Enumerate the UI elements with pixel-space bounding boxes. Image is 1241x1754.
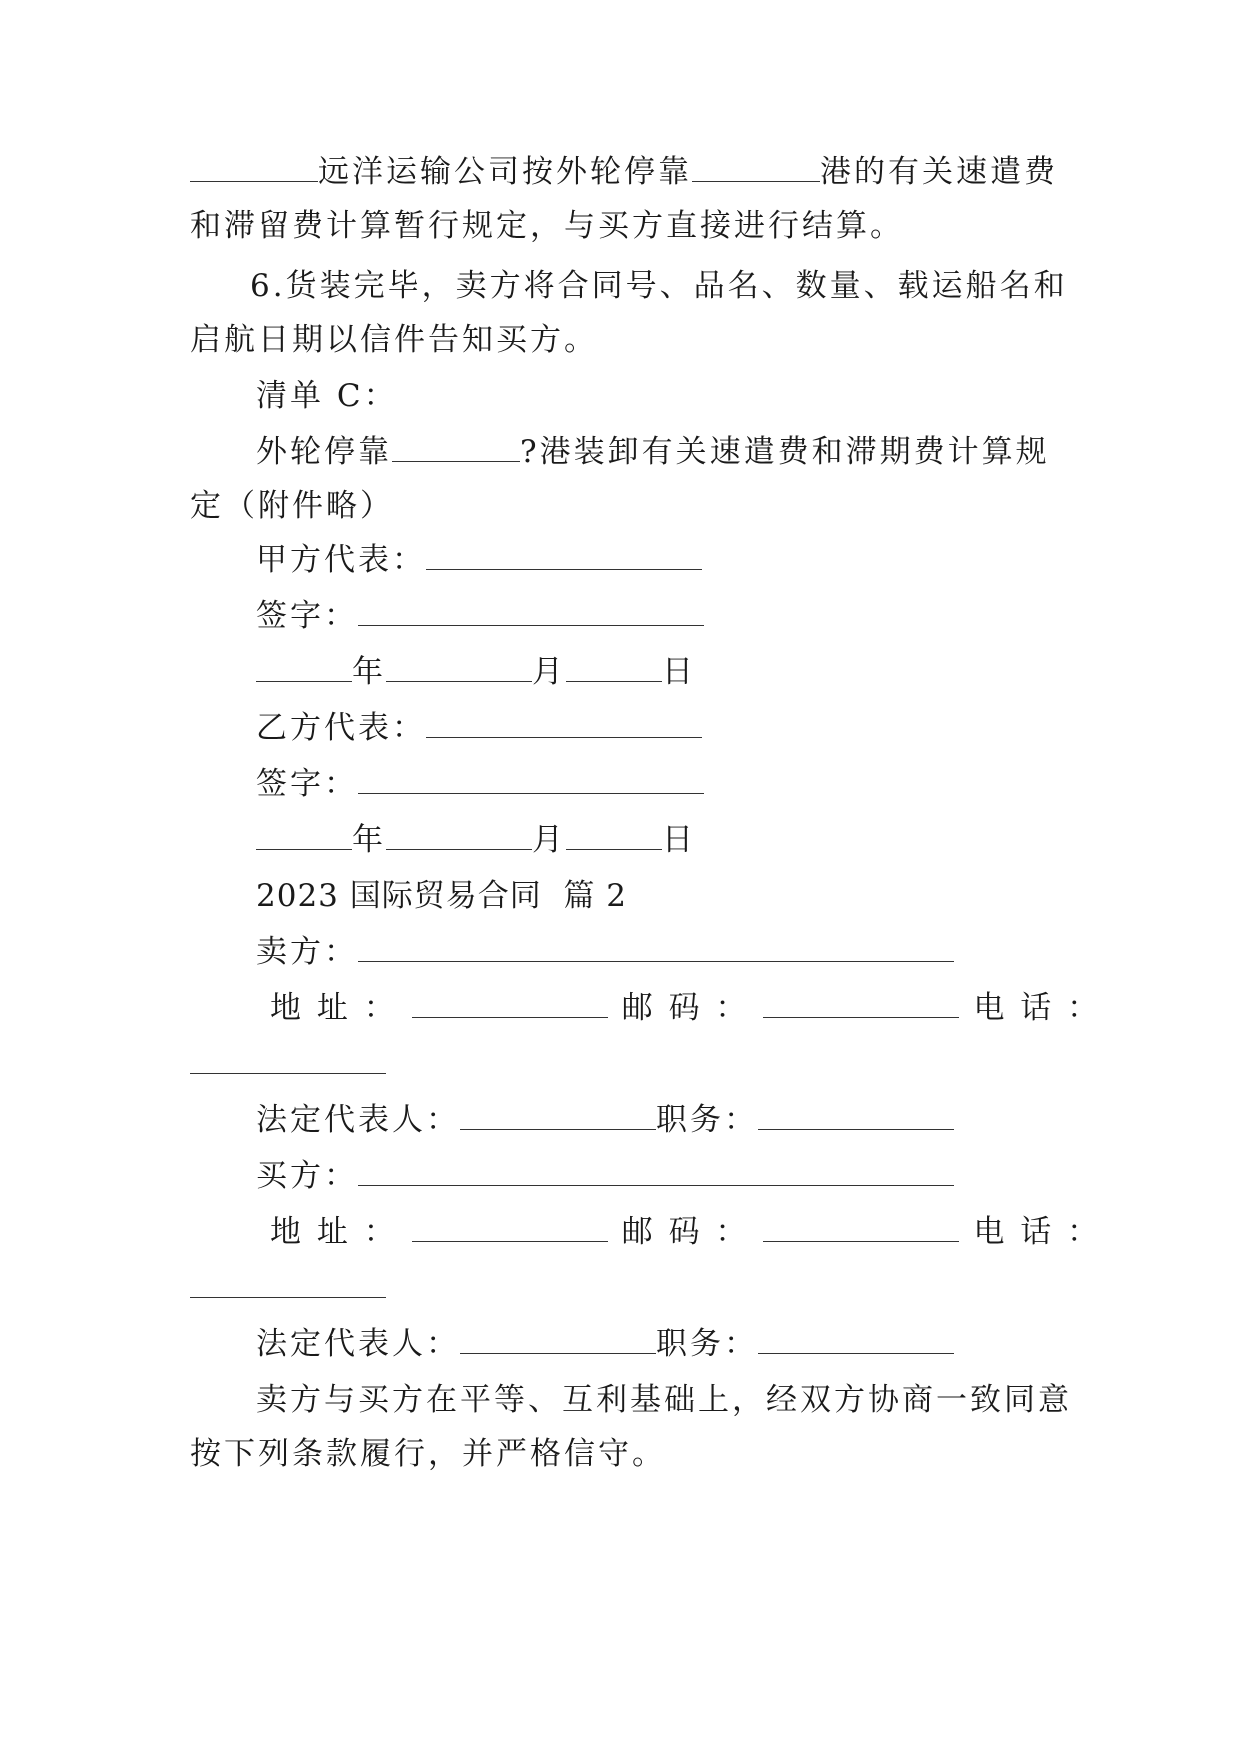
buyer-zip-blank xyxy=(763,1215,959,1242)
seller-phone-blank xyxy=(190,1047,386,1074)
party-b-rep-blank xyxy=(426,711,702,738)
buyer-position-blank xyxy=(758,1327,954,1354)
seller-phone-line xyxy=(190,1044,1050,1084)
port-company-blank xyxy=(190,155,318,182)
buyer-legal-rep-blank xyxy=(460,1327,656,1354)
list-c-line-1: 外轮停靠 ?港装卸有关速遣费和滞期费计算规 xyxy=(256,434,1050,470)
seller-line: 卖方： xyxy=(256,932,1116,972)
seller-position-blank xyxy=(758,1103,954,1130)
para-6-line-1: 6.货装完毕，卖方将合同号、品名、数量、载运船名和 xyxy=(250,268,1068,304)
buyer-phone-blank xyxy=(190,1271,386,1298)
party-b-rep-line: 乙方代表： xyxy=(256,708,1116,748)
seller-legal-rep-blank xyxy=(460,1103,656,1130)
buyer-name-blank xyxy=(358,1159,954,1186)
intro-line-2: 按下列条款履行，并严格信守。 xyxy=(190,1436,666,1472)
list-c-title: 清单 C： xyxy=(256,378,398,414)
buyer-phone-line xyxy=(190,1268,1050,1308)
party-b-year-blank xyxy=(256,823,352,850)
para-5-line-2: 和滞留费计算暂行规定，与买方直接进行结算。 xyxy=(190,208,904,244)
para-6-line-2: 启航日期以信件告知买方。 xyxy=(190,322,598,358)
party-a-sign-line: 签字： xyxy=(256,596,1116,636)
party-b-date-line: 年 月 日 xyxy=(256,820,1116,860)
party-a-rep-line: 甲方代表： xyxy=(256,540,1116,580)
intro-line-1: 卖方与买方在平等、互利基础上，经双方协商一致同意 xyxy=(256,1382,1072,1418)
party-a-month-blank xyxy=(386,655,532,682)
para-5-line-1: 远洋运输公司按外轮停靠 港的有关速遣费 xyxy=(190,152,1050,192)
buyer-legal-rep-line: 法定代表人： 职务： xyxy=(256,1324,1116,1364)
party-a-day-blank xyxy=(566,655,662,682)
buyer-address-line: 地 址 ： 邮 码 ： 电 话 ： xyxy=(270,1214,1102,1250)
party-b-day-blank xyxy=(566,823,662,850)
party-a-rep-blank xyxy=(426,543,702,570)
seller-zip-blank xyxy=(763,991,959,1018)
seller-address-line: 地 址 ： 邮 码 ： 电 话 ： xyxy=(270,990,1102,1026)
party-b-sign-blank xyxy=(358,767,704,794)
party-b-month-blank xyxy=(386,823,532,850)
seller-legal-rep-line: 法定代表人： 职务： xyxy=(256,1100,1116,1140)
seller-name-blank xyxy=(358,935,954,962)
buyer-address-blank xyxy=(412,1215,608,1242)
port-name-blank xyxy=(692,155,820,182)
party-a-sign-blank xyxy=(358,599,704,626)
party-b-sign-line: 签字： xyxy=(256,764,1116,804)
party-a-date-line: 年 月 日 xyxy=(256,652,1116,692)
contract-2-heading: 2023 国际贸易合同 篇 2 xyxy=(256,878,628,914)
seller-address-blank xyxy=(412,991,608,1018)
list-c-port-blank xyxy=(392,435,520,462)
list-c-line-2: 定（附件略） xyxy=(190,488,394,524)
party-a-year-blank xyxy=(256,655,352,682)
buyer-line: 买方： xyxy=(256,1156,1116,1196)
